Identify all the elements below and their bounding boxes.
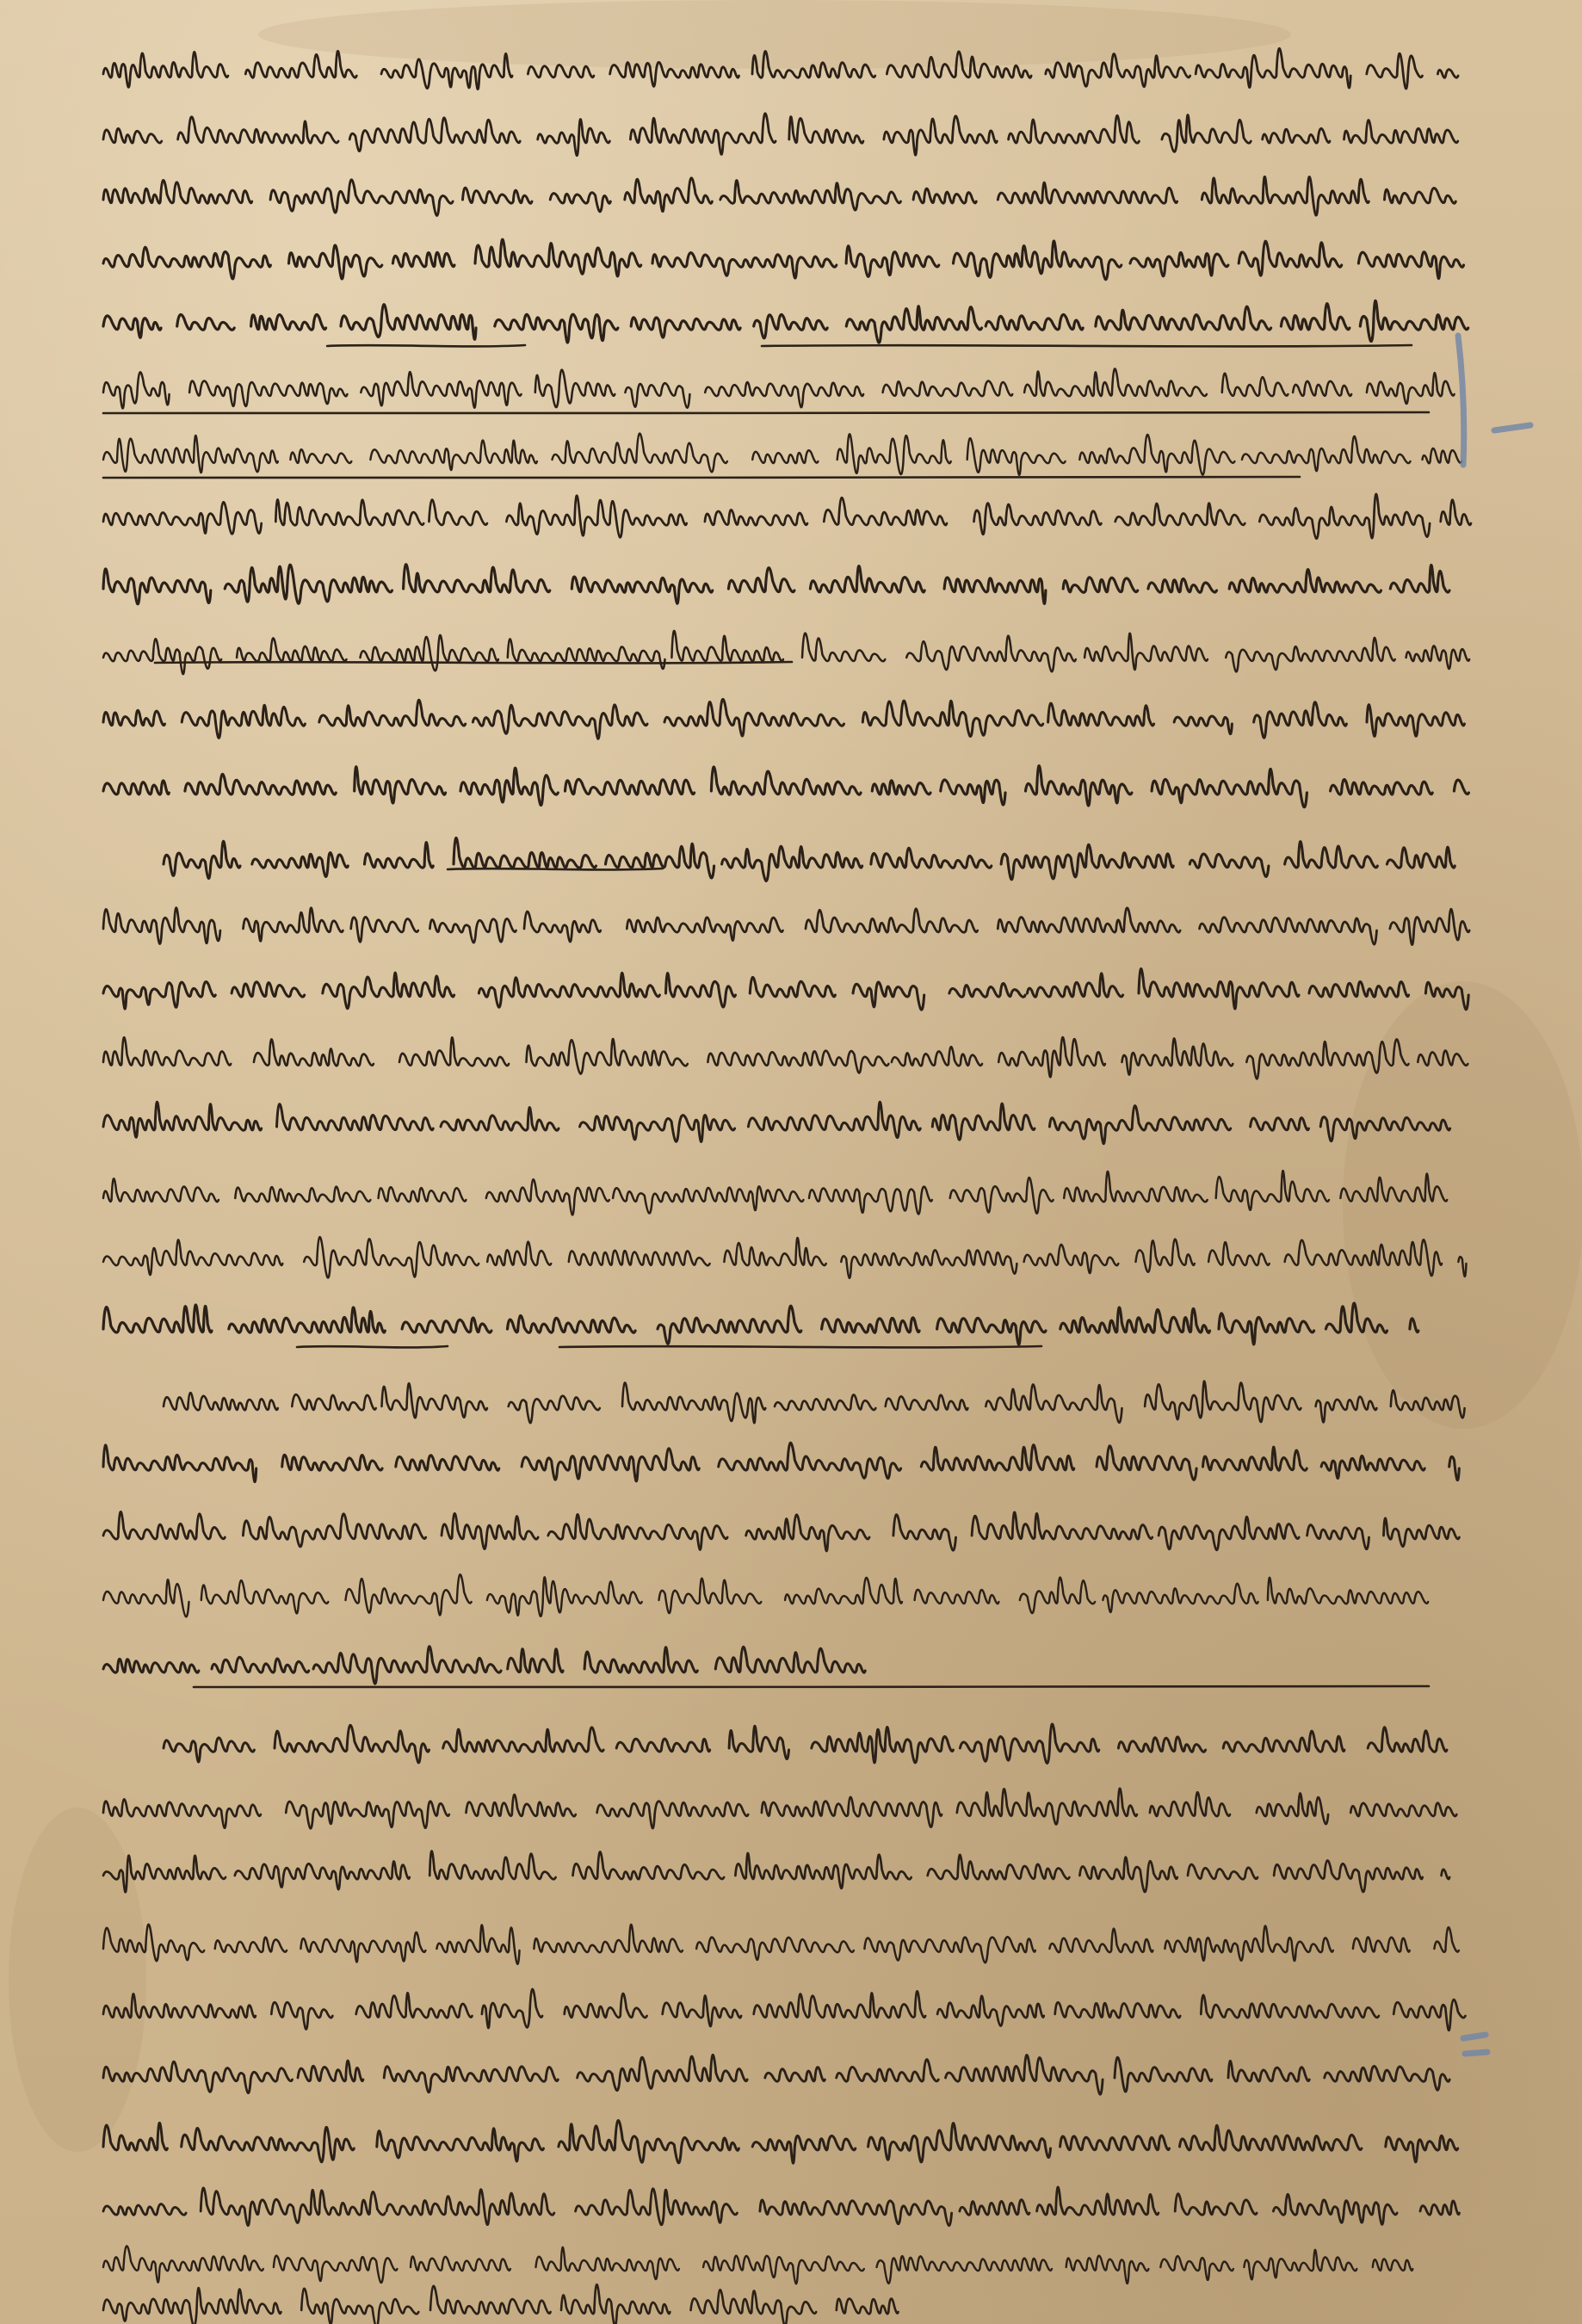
underline: [327, 345, 525, 346]
handwritten-line: [103, 1102, 1450, 1143]
handwritten-line: [103, 300, 1468, 343]
handwritten-line: [103, 908, 1469, 945]
handwritten-line: [103, 699, 1465, 739]
underline: [297, 1346, 448, 1347]
underline: [762, 345, 1412, 346]
handwritten-line: [103, 1789, 1456, 1829]
underline: [448, 868, 663, 869]
pencil-margin-bracket: [1458, 336, 1464, 465]
handwritten-line: [103, 1237, 1467, 1278]
handwritten-line: [103, 1303, 1418, 1344]
handwritten-line: [103, 1037, 1468, 1079]
handwritten-line: [103, 2121, 1458, 2164]
handwritten-line: [103, 2246, 1412, 2284]
underline: [559, 1346, 1041, 1347]
handwritten-line: [103, 2187, 1460, 2226]
underlines: [103, 345, 1429, 1687]
handwritten-line: [103, 1171, 1447, 1215]
handwritten-line: [103, 2284, 899, 2324]
underline: [103, 412, 1429, 413]
handwritten-line: [103, 368, 1455, 408]
handwritten-line: [164, 1381, 1465, 1424]
handwritten-line: [103, 176, 1455, 215]
underline: [194, 1686, 1429, 1687]
handwritten-line: [103, 1443, 1459, 1481]
paper-stain: [9, 1808, 146, 2152]
handwritten-line: [103, 434, 1461, 475]
pencil-margin-dash: [1463, 2035, 1486, 2038]
handwritten-line: [103, 1511, 1459, 1551]
handwritten-line: [103, 1925, 1459, 1964]
handwritten-line: [164, 838, 1455, 881]
handwritten-line: [103, 1989, 1466, 2030]
pencil-margin-dash: [1494, 425, 1530, 430]
handwritten-line: [164, 1724, 1447, 1763]
handwritten-line: [103, 2055, 1449, 2094]
underline: [155, 662, 792, 663]
paper-stain: [1343, 981, 1582, 1429]
handwritten-line: [103, 1574, 1428, 1616]
handwritten-line: [103, 766, 1468, 807]
handwritten-line: [103, 494, 1471, 539]
handwritten-line: [103, 239, 1464, 280]
handwritten-line: [103, 1647, 865, 1684]
handwriting-lines: [103, 48, 1471, 2324]
paper-stain: [258, 0, 1291, 69]
pencil-margin-dash: [1465, 2052, 1487, 2054]
handwritten-line: [103, 114, 1458, 156]
handwritten-line: [103, 1851, 1449, 1893]
handwritten-line: [103, 565, 1449, 604]
underline: [103, 477, 1300, 478]
handwritten-line: [103, 631, 1469, 674]
handwritten-line: [103, 969, 1468, 1011]
